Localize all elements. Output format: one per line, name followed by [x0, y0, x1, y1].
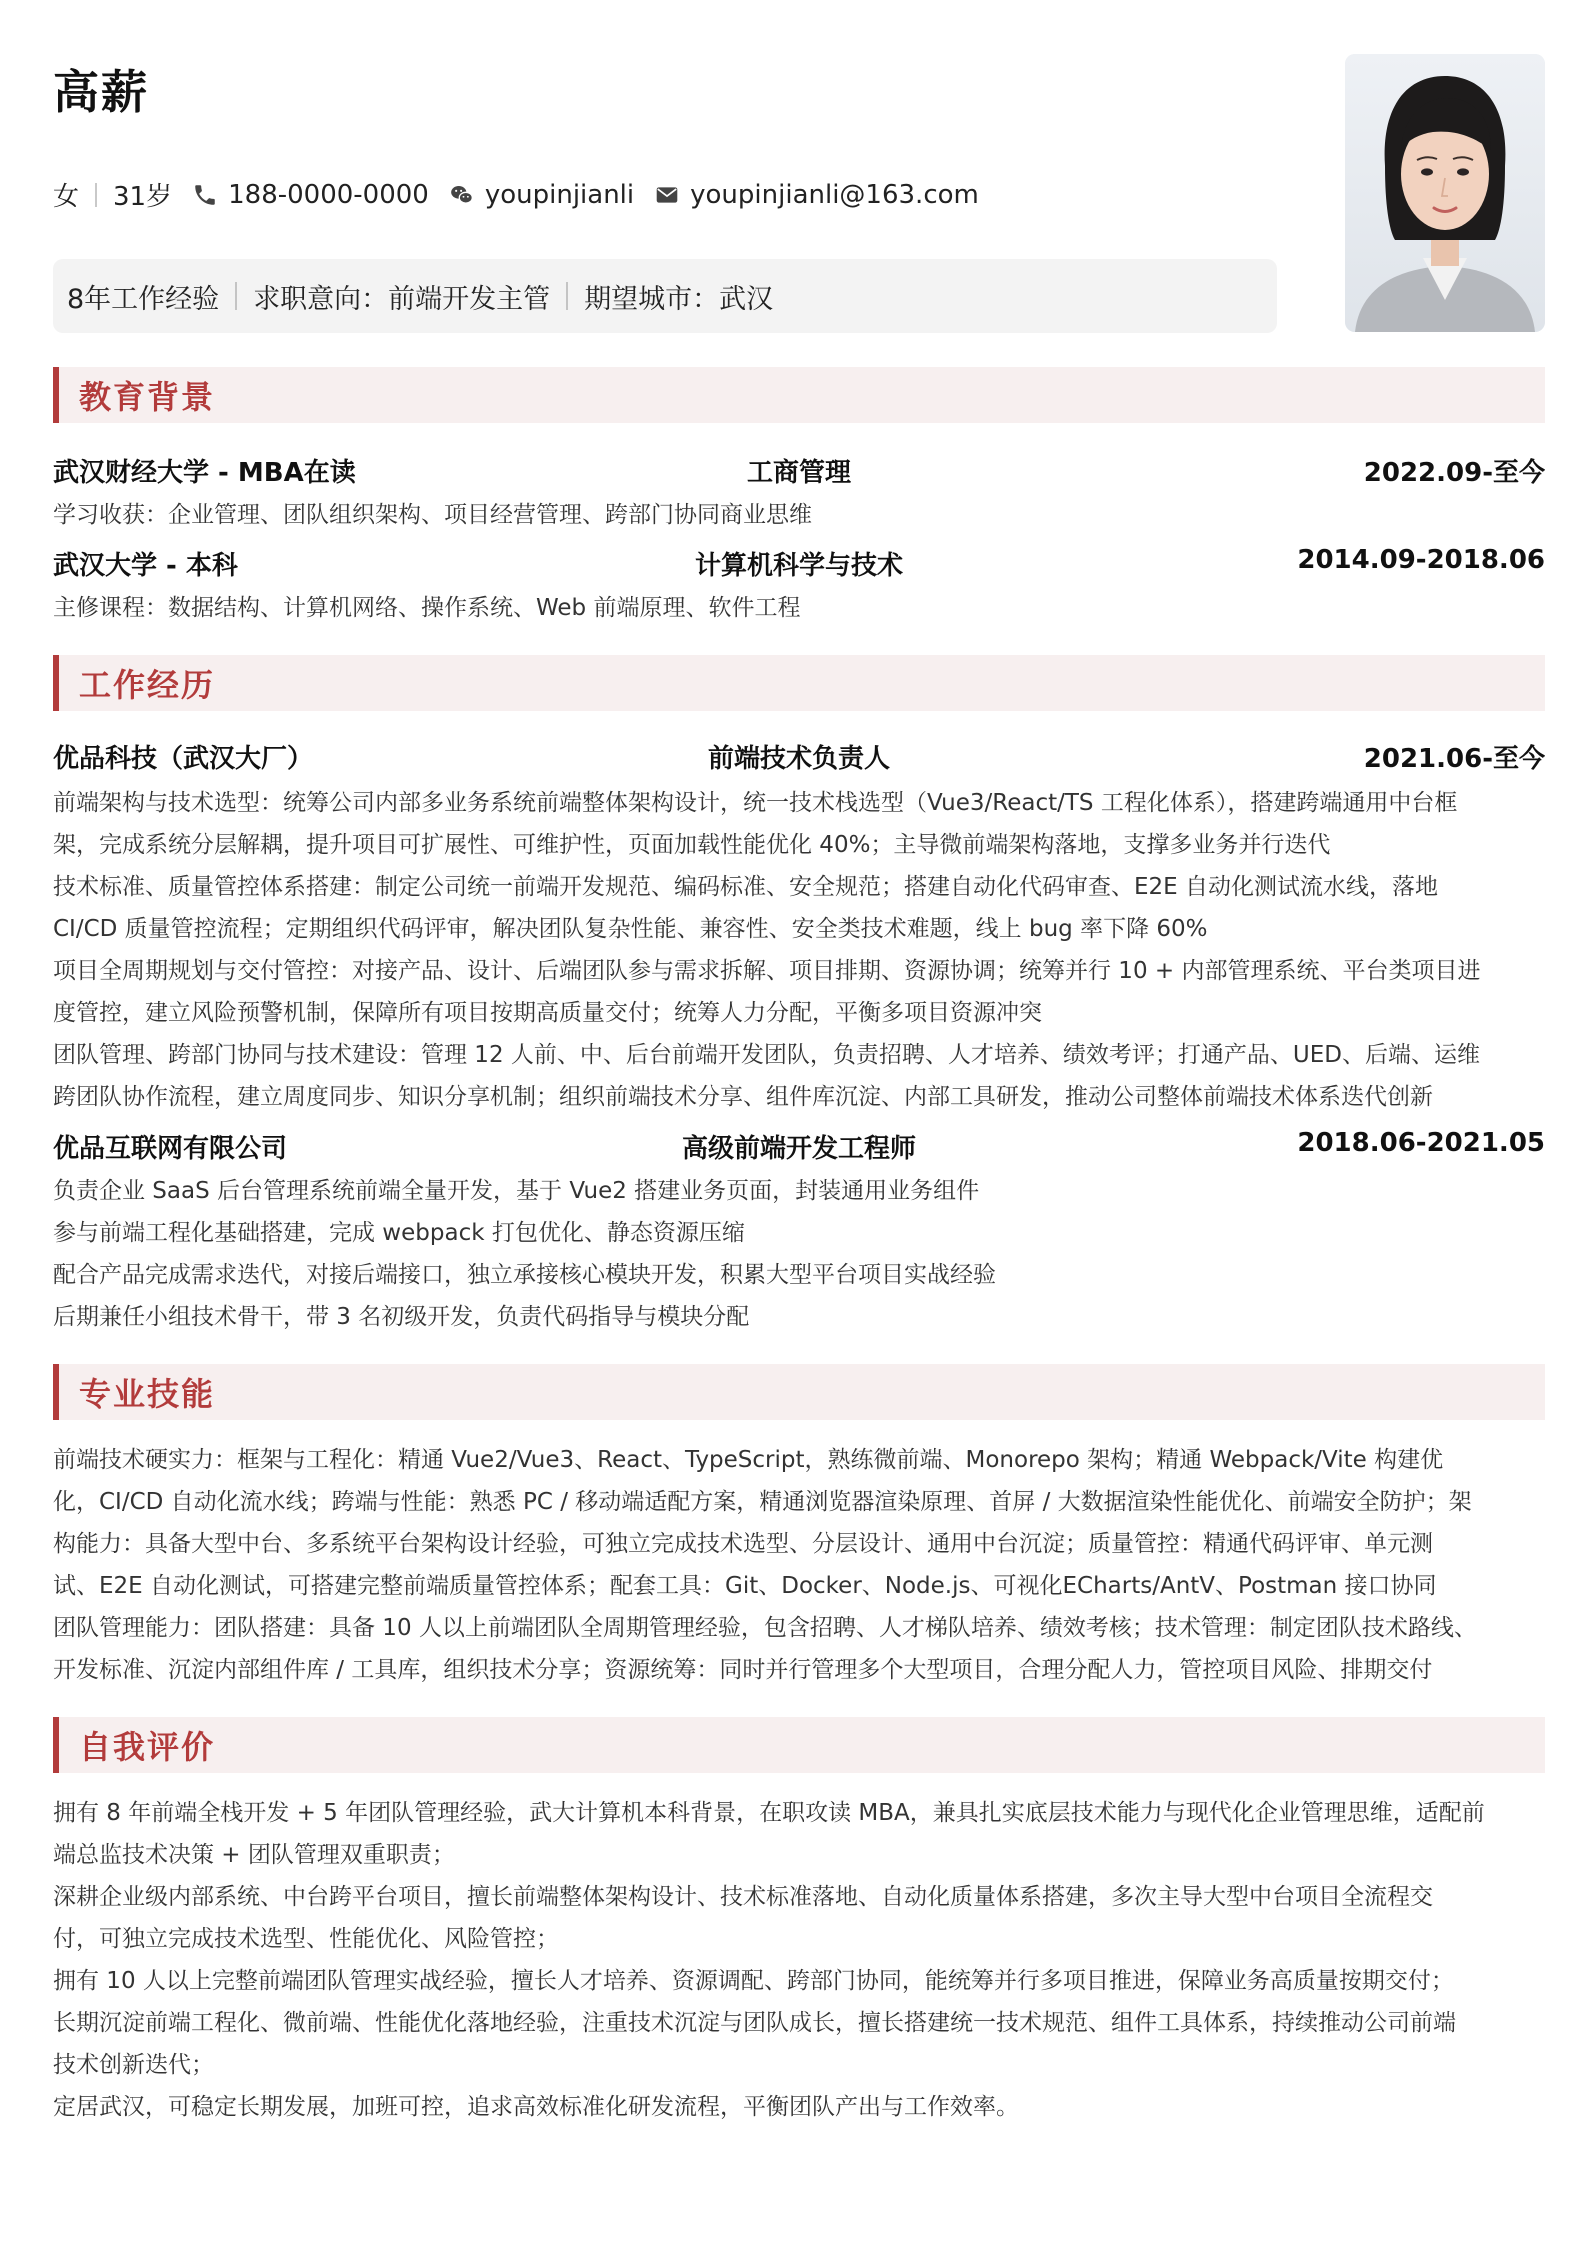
skills-line: 化，CI/CD 自动化流水线；跨端与性能：熟悉 PC / 移动端适配方案，精通浏览器渲染原理、首屏 / 大数据渲染性能优化、前端安全防护；架 [53, 1489, 1472, 1515]
education-detail: 学习收获：企业管理、团队组织架构、项目经营管理、跨部门协同商业思维 [53, 502, 812, 528]
work-entry [53, 738, 1545, 778]
job-intention: 求职意向：前端开发主管 [253, 283, 551, 315]
period: 2022.09-至今 [1363, 458, 1545, 488]
school-name: 武汉大学 - 本科 [53, 551, 238, 581]
section-title: 自我评价 [79, 1728, 216, 1766]
mail-icon [654, 182, 680, 208]
work-detail-line: CI/CD 质量管控流程；定期组织代码评审，解决团队复杂性能、兼容性、安全类技术难题，线上 bug 率下降 60% [53, 916, 1208, 942]
self-eval-line: 长期沉淀前端工程化、微前端、性能优化落地经验，注重技术沉淀与团队成长，擅长搭建统一技术规范、组件工具体系，持续推动公司前端 [53, 2010, 1456, 2036]
work-detail-line: 负责企业 SaaS 后台管理系统前端全量开发，基于 Vue2 搭建业务页面，封装通用业务组件 [53, 1178, 980, 1204]
section-title: 工作经历 [79, 666, 216, 704]
section-work [53, 655, 1545, 711]
skills-line: 团队管理能力：团队搭建：具备 10 人以上前端团队全周期管理经验，包含招聘、人才梯队培养、绩效考核；技术管理：制定团队技术路线、 [53, 1615, 1477, 1641]
education-detail: 主修课程：数据结构、计算机网络、操作系统、Web 前端原理、软件工程 [53, 595, 801, 621]
work-entry [53, 1128, 1545, 1168]
major: 计算机科学与技术 [694, 551, 904, 581]
work-detail-line: 架，完成系统分层解耦，提升项目可扩展性、可维护性，页面加载性能优化 40%；主导微前端架构落地，支撑多业务并行迭代 [53, 832, 1331, 858]
phone-number: 188-0000-0000 [228, 179, 429, 210]
section-self-evaluation [53, 1717, 1545, 1773]
divider [566, 282, 568, 310]
work-detail-line: 前端架构与技术选型：统筹公司内部多业务系统前端整体架构设计，统一技术栈选型（Vue3/React/TS 工程化体系），搭建跨端通用中台框 [53, 790, 1458, 816]
contact-bar [53, 176, 979, 213]
self-eval-line: 付，可独立完成技术选型、性能优化、风险管控； [53, 1926, 559, 1952]
skills-line: 构能力：具备大型中台、多系统平台架构设计经验，可独立完成技术选型、分层设计、通用中台沉淀；质量管控：精通代码评审、单元测 [53, 1531, 1433, 1557]
work-detail-line: 项目全周期规划与交付管控：对接产品、设计、后端团队参与需求拆解、项目排期、资源协调；统筹并行 10 + 内部管理系统、平台类项目进 [53, 958, 1481, 984]
period: 2018.06-2021.05 [1297, 1128, 1545, 1158]
candidate-name: 高薪 [53, 65, 149, 119]
skills-line: 开发标准、沉淀内部组件库 / 工具库，组织技术分享；资源统筹：同时并行管理多个大型项目，合理分配人力，管控项目风险、排期交付 [53, 1657, 1433, 1683]
self-eval-line: 深耕企业级内部系统、中台跨平台项目，擅长前端整体架构设计、技术标准落地、自动化质量体系搭建，多次主导大型中台项目全流程交 [53, 1884, 1433, 1910]
section-title: 专业技能 [79, 1375, 216, 1413]
work-detail-line: 度管控，建立风险预警机制，保障所有项目按期高质量交付；统筹人力分配，平衡多项目资源冲突 [53, 1000, 1042, 1026]
skills-line: 前端技术硬实力：框架与工程化：精通 Vue2/Vue3、React、TypeScript，熟练微前端、Monorepo 架构；精通 Webpack/Vite 构建优 [53, 1447, 1444, 1473]
work-detail-line: 团队管理、跨部门协同与技术建设：管理 12 人前、中、后台前端开发团队，负责招聘、人才培养、绩效考评；打通产品、UED、后端、运维 [53, 1042, 1480, 1068]
summary-bar [53, 259, 1277, 333]
section-accent-bar [53, 1717, 59, 1773]
profile-photo [1345, 54, 1545, 332]
work-detail-line: 配合产品完成需求迭代，对接后端接口，独立承接核心模块开发，积累大型平台项目实战经验 [53, 1262, 996, 1288]
work-detail-line: 参与前端工程化基础搭建，完成 webpack 打包优化、静态资源压缩 [53, 1220, 745, 1246]
expected-city: 期望城市：武汉 [584, 283, 774, 315]
work-detail-line: 跨团队协作流程，建立周度同步、知识分享机制；组织前端技术分享、组件库沉淀、内部工具研发，推动公司整体前端技术体系迭代创新 [53, 1084, 1433, 1110]
email-address: youpinjianli@163.com [690, 179, 979, 210]
section-accent-bar [53, 367, 59, 423]
section-accent-bar [53, 655, 59, 711]
gender: 女 [53, 182, 80, 212]
section-title: 教育背景 [79, 378, 216, 416]
self-eval-line: 技术创新迭代； [53, 2052, 214, 2078]
section-education [53, 367, 1545, 423]
section-accent-bar [53, 1364, 59, 1420]
school-name: 武汉财经大学 - MBA在读 [53, 458, 356, 488]
company-name: 优品科技（武汉大厂） [53, 744, 314, 774]
divider [235, 282, 237, 310]
major: 工商管理 [746, 458, 852, 488]
work-detail-line: 后期兼任小组技术骨干，带 3 名初级开发，负责代码指导与模块分配 [53, 1304, 750, 1330]
self-eval-line: 定居武汉，可稳定长期发展，加班可控，追求高效标准化研发流程，平衡团队产出与工作效率。 [53, 2094, 1019, 2120]
education-entry [53, 452, 1545, 492]
work-detail-line: 技术标准、质量管控体系搭建：制定公司统一前端开发规范、编码标准、安全规范；搭建自动化代码审查、E2E 自动化测试流水线，落地 [53, 874, 1439, 900]
skills-line: 试、E2E 自动化测试，可搭建完整前端质量管控体系；配套工具：Git、Docker、Node.js、可视化ECharts/AntV、Postman 接口协同 [53, 1573, 1437, 1599]
self-eval-line: 端总监技术决策 + 团队管理双重职责； [53, 1842, 455, 1868]
self-eval-line: 拥有 10 人以上完整前端团队管理实战经验，擅长人才培养、资源调配、跨部门协同，能统筹并行多项目推进，保障业务高质量按期交付； [53, 1968, 1454, 1994]
self-eval-line: 拥有 8 年前端全栈开发 + 5 年团队管理经验，武大计算机本科背景，在职攻读 MBA，兼具扎实底层技术能力与现代化企业管理思维，适配前 [53, 1800, 1485, 1826]
experience-years: 8年工作经验 [67, 283, 220, 315]
education-entry [53, 545, 1545, 585]
divider [95, 183, 97, 207]
section-skills [53, 1364, 1545, 1420]
period: 2021.06-至今 [1363, 744, 1545, 774]
job-role: 前端技术负责人 [707, 744, 891, 774]
wechat-icon [449, 182, 475, 208]
company-name: 优品互联网有限公司 [53, 1134, 288, 1164]
job-role: 高级前端开发工程师 [681, 1134, 917, 1164]
phone-icon [192, 182, 218, 208]
period: 2014.09-2018.06 [1297, 545, 1545, 575]
age: 31岁 [113, 182, 173, 212]
wechat-id: youpinjianli [484, 179, 635, 210]
